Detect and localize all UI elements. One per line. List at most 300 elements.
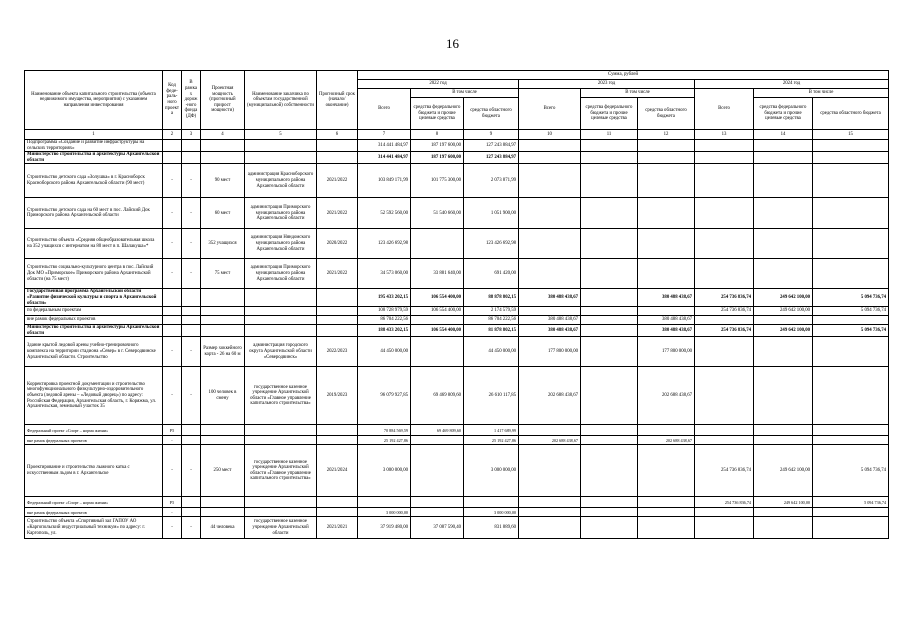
row-amount — [519, 497, 581, 508]
budget-table — [24, 70, 889, 539]
row-attribute: администрация Красноборского муниципального района Архангельской области — [245, 164, 317, 198]
row-attribute — [163, 289, 182, 307]
row-amount — [519, 140, 581, 152]
row-amount: 5 094 736,74 — [813, 307, 889, 316]
row-amount — [519, 517, 581, 539]
row-amount — [519, 198, 581, 229]
row-amount — [638, 307, 695, 316]
row-attribute: 60 мест — [201, 198, 245, 229]
row-attribute — [163, 307, 182, 316]
row-amount — [638, 198, 695, 229]
row-amount — [638, 140, 695, 152]
table-row — [25, 259, 889, 289]
row-attribute: - — [163, 508, 182, 517]
row-amount: 106 554 400,00 — [411, 307, 464, 316]
row-amount — [695, 436, 754, 445]
row-amount — [695, 425, 754, 436]
row-amount: 5 094 736,74 — [813, 497, 889, 508]
row-amount: 254 736 836,74 — [695, 497, 754, 508]
row-attribute: - — [163, 164, 182, 198]
row-attribute — [245, 307, 317, 316]
row-attribute: - — [163, 445, 182, 497]
row-attribute — [201, 307, 245, 316]
row-attribute: 250 мест — [201, 445, 245, 497]
row-amount: 380 488 438,67 — [638, 289, 695, 307]
row-amount — [813, 425, 889, 436]
row-attribute: - — [182, 445, 201, 497]
row-attribute — [182, 325, 201, 337]
row-amount — [754, 316, 813, 325]
row-attribute: 2019/2023 — [317, 367, 358, 425]
row-amount — [754, 259, 813, 289]
row-amount: 380 488 438,67 — [519, 325, 581, 337]
row-amount — [411, 229, 464, 259]
row-amount — [581, 367, 638, 425]
row-amount — [464, 497, 519, 508]
row-attribute: - — [163, 259, 182, 289]
row-label: Федеральный проект «Спорт – норма жизни» — [25, 497, 163, 508]
row-amount: 88 878 802,15 — [464, 289, 519, 307]
row-attribute: администрация Няндомского муниципального района Архангельской области — [245, 229, 317, 259]
row-amount: 380 488 438,67 — [638, 325, 695, 337]
row-amount: 1 051 900,00 — [464, 198, 519, 229]
header-year-2024: 2024 год — [695, 80, 889, 89]
row-amount: 254 736 836,74 — [695, 445, 754, 497]
row-attribute — [317, 316, 358, 325]
row-attribute: 75 мест — [201, 259, 245, 289]
row-attribute — [245, 497, 317, 508]
row-amount — [519, 307, 581, 316]
row-attribute: - — [182, 229, 201, 259]
header-in-that-2024: В том числе — [754, 89, 889, 98]
row-amount: 86 704 222,56 — [464, 316, 519, 325]
column-number: 10 — [519, 130, 581, 140]
row-label: Строительство объекта «Спортивный зал ГАПОУ АО «Каргопольский индустриальный техникум» по адресу: г. Каргополь, ул. — [25, 517, 163, 539]
row-amount: 188 433 202,15 — [358, 325, 411, 337]
row-amount — [754, 164, 813, 198]
row-amount — [519, 164, 581, 198]
row-attribute — [163, 325, 182, 337]
row-amount — [695, 140, 754, 152]
table-row — [25, 497, 889, 508]
table-body — [25, 140, 889, 539]
row-amount: 249 642 100,00 — [754, 307, 813, 316]
row-amount — [813, 164, 889, 198]
row-attribute — [245, 436, 317, 445]
row-attribute — [201, 425, 245, 436]
row-amount — [695, 517, 754, 539]
row-attribute: - — [163, 436, 182, 445]
row-amount: 52 592 560,00 — [358, 198, 411, 229]
row-amount: 33 881 640,00 — [411, 259, 464, 289]
row-attribute — [317, 497, 358, 508]
row-amount: 380 488 438,67 — [638, 316, 695, 325]
row-attribute: - — [182, 337, 201, 367]
header-fed-2023: средства федерального бюджета и прочие целевые средства — [581, 98, 638, 130]
row-amount: 187 197 600,00 — [411, 140, 464, 152]
row-attribute: P5 — [163, 425, 182, 436]
row-attribute — [182, 289, 201, 307]
row-attribute: администрация городского округа Архангельской области «Северодвинск» — [245, 337, 317, 367]
row-amount — [581, 259, 638, 289]
row-attribute: - — [182, 164, 201, 198]
row-label: Строительство объекта «Средняя общеобразовательная школа на 352 учащихся с интернатом на 80 мест в п. Шалакуша»* — [25, 229, 163, 259]
row-amount — [813, 316, 889, 325]
row-amount: 106 554 400,00 — [411, 325, 464, 337]
row-label: Корректировка проектной документации и строительство многофункционального физкультурно-оздоровительного объекта (ледовой арены – «Ледовый дворец») по адресу: Российская Федерация, Архангельская область, г. Коряжма, ул. Архангельская, земельный участок 35 — [25, 367, 163, 425]
row-label: Строительство детского сада «Золушка» в г. Красноборск Красноборского района Архангельской области (90 мест) — [25, 164, 163, 198]
column-number: 4 — [201, 130, 245, 140]
row-attribute — [182, 497, 201, 508]
row-amount — [358, 497, 411, 508]
column-number: 14 — [754, 130, 813, 140]
row-attribute — [245, 152, 317, 164]
row-amount — [581, 198, 638, 229]
row-label: по федеральным проектам — [25, 307, 163, 316]
row-amount — [813, 508, 889, 517]
row-amount — [754, 508, 813, 517]
row-attribute: - — [182, 367, 201, 425]
header-reg-2023: средства областного бюджета — [638, 98, 695, 130]
column-number: 2 — [163, 130, 182, 140]
row-label: Строительство социально-культурного центра в пос. Лайский Док МО «Приморское» Приморского района Архангельской области (на 75 мест) — [25, 259, 163, 289]
row-amount — [581, 316, 638, 325]
row-amount — [411, 316, 464, 325]
row-attribute: - — [163, 337, 182, 367]
row-amount — [813, 229, 889, 259]
row-attribute: 2021/2022 — [317, 259, 358, 289]
row-amount — [638, 425, 695, 436]
row-amount: 3 000 000,00 — [358, 445, 411, 497]
row-amount — [813, 517, 889, 539]
column-number: 8 — [411, 130, 464, 140]
row-amount — [813, 367, 889, 425]
row-amount — [695, 152, 754, 164]
row-label: Государственная программа Архангельской области «Развитие физической культуры и спорта в Архангельской области» — [25, 289, 163, 307]
row-label: вне рамок федеральных проектов — [25, 436, 163, 445]
row-amount: 3 000 000,00 — [464, 445, 519, 497]
row-amount — [638, 229, 695, 259]
table-row — [25, 436, 889, 445]
table-row — [25, 140, 889, 152]
row-amount: 5 094 736,74 — [813, 289, 889, 307]
table-row — [25, 367, 889, 425]
row-amount: 249 642 100,00 — [754, 497, 813, 508]
row-amount — [411, 337, 464, 367]
page-number: 16 — [446, 36, 459, 51]
row-amount — [581, 325, 638, 337]
row-attribute — [201, 497, 245, 508]
row-attribute — [201, 436, 245, 445]
header-fed-2024: средства федерального бюджета и прочие целевые средства — [754, 98, 813, 130]
row-amount: 25 192 427,86 — [358, 436, 411, 445]
table-row — [25, 517, 889, 539]
row-amount: 103 849 171,99 — [358, 164, 411, 198]
row-attribute: 2022/2023 — [317, 337, 358, 367]
column-number: 9 — [464, 130, 519, 140]
row-amount — [754, 229, 813, 259]
column-number: 12 — [638, 130, 695, 140]
table-row — [25, 307, 889, 316]
row-amount: 254 736 836,74 — [695, 325, 754, 337]
row-attribute — [182, 316, 201, 325]
row-amount — [754, 140, 813, 152]
row-amount — [581, 152, 638, 164]
row-amount — [581, 229, 638, 259]
row-attribute — [182, 140, 201, 152]
row-amount: 5 094 736,74 — [813, 445, 889, 497]
row-attribute — [182, 508, 201, 517]
row-amount: 108 728 979,59 — [358, 307, 411, 316]
row-amount: 195 433 202,15 — [358, 289, 411, 307]
header-in-that-2022: В том числе — [411, 89, 519, 98]
row-amount — [581, 337, 638, 367]
row-amount — [695, 508, 754, 517]
row-amount: 69 469 809,60 — [411, 425, 464, 436]
row-amount: 127 243 884,97 — [464, 152, 519, 164]
row-attribute — [245, 140, 317, 152]
row-amount — [581, 445, 638, 497]
row-amount — [581, 164, 638, 198]
row-attribute: P5 — [163, 497, 182, 508]
row-attribute — [163, 152, 182, 164]
row-amount: 249 642 100,00 — [754, 445, 813, 497]
row-amount: 69 469 809,60 — [411, 367, 464, 425]
row-amount — [695, 337, 754, 367]
row-attribute — [201, 508, 245, 517]
row-label: Здание крытой ледовой арены учебно-тренировочного комплекса на территории стадиона «Север» в г. Северодвинске Архангельской области. Строительство — [25, 337, 163, 367]
row-attribute: администрация Приморского муниципального района Архангельской области — [245, 198, 317, 229]
row-label: вне рамок федеральных проектов — [25, 316, 163, 325]
row-amount: 51 540 660,00 — [411, 198, 464, 229]
row-attribute — [245, 508, 317, 517]
row-attribute — [317, 436, 358, 445]
row-attribute — [245, 325, 317, 337]
row-amount — [754, 152, 813, 164]
row-attribute: - — [163, 517, 182, 539]
header-road-fund: В рамках дорож-ного фонда (ДФ) — [182, 71, 201, 130]
row-attribute — [245, 289, 317, 307]
row-attribute: - — [182, 198, 201, 229]
header-sum: Сумма, рублей — [358, 71, 889, 80]
row-amount: 123 426 692,98 — [464, 229, 519, 259]
row-amount — [638, 164, 695, 198]
row-amount — [581, 425, 638, 436]
row-attribute: 2021/2024 — [317, 445, 358, 497]
row-amount — [695, 229, 754, 259]
header-fed-2022: средства федерального бюджета и прочие целевые средства — [411, 98, 464, 130]
row-amount — [581, 436, 638, 445]
table-row — [25, 164, 889, 198]
row-amount: 106 554 400,00 — [411, 289, 464, 307]
row-attribute — [163, 316, 182, 325]
table-row — [25, 445, 889, 497]
row-amount — [581, 508, 638, 517]
row-amount — [638, 508, 695, 517]
row-amount: 177 800 000,00 — [638, 337, 695, 367]
column-number: 5 — [245, 130, 317, 140]
row-amount — [754, 425, 813, 436]
row-attribute — [201, 316, 245, 325]
row-attribute — [317, 425, 358, 436]
row-amount — [638, 517, 695, 539]
row-amount: 691 420,00 — [464, 259, 519, 289]
header-in-that-2023: В том числе — [581, 89, 695, 98]
row-amount — [411, 497, 464, 508]
row-attribute: 352 учащихся — [201, 229, 245, 259]
row-amount: 101 775 300,00 — [411, 164, 464, 198]
row-attribute: - — [182, 517, 201, 539]
table-row — [25, 337, 889, 367]
row-attribute: государственное казенное учреждение Архангельской области «Главное управление капитального строительства» — [245, 445, 317, 497]
table-row — [25, 152, 889, 164]
row-attribute — [182, 307, 201, 316]
row-label: вне рамок федеральных проектов — [25, 508, 163, 517]
row-amount — [519, 152, 581, 164]
row-amount: 380 488 438,67 — [519, 316, 581, 325]
row-amount: 34 573 060,00 — [358, 259, 411, 289]
row-amount — [754, 436, 813, 445]
row-amount — [581, 497, 638, 508]
row-amount — [813, 152, 889, 164]
row-amount: 37 087 590,40 — [411, 517, 464, 539]
row-amount — [754, 337, 813, 367]
header-year-2022: 2022 год — [358, 80, 519, 89]
header-total-2022: Всего — [358, 89, 411, 130]
row-amount: 177 800 000,00 — [519, 337, 581, 367]
row-attribute: 2021/2022 — [317, 198, 358, 229]
header-reg-2022: средства областного бюджета — [464, 98, 519, 130]
table-row — [25, 325, 889, 337]
row-attribute: 44 человека — [201, 517, 245, 539]
row-label: Проектирование и строительство лыжного катка с искусственным льдом в г. Архангельске — [25, 445, 163, 497]
row-amount: 1 417 689,99 — [464, 425, 519, 436]
row-attribute: - — [163, 367, 182, 425]
row-attribute — [182, 152, 201, 164]
table-row — [25, 316, 889, 325]
row-amount: 2 073 871,99 — [464, 164, 519, 198]
row-attribute — [201, 289, 245, 307]
row-amount — [519, 445, 581, 497]
row-amount: 202 688 438,67 — [519, 436, 581, 445]
row-amount — [695, 198, 754, 229]
row-label: Подпрограмма «Создание и развитие инфраструктуры на сельских территориях» — [25, 140, 163, 152]
header-federal-project-code: Код феде-раль-ного проекта — [163, 71, 182, 130]
column-number: 3 — [182, 130, 201, 140]
row-amount — [638, 445, 695, 497]
row-amount: 81 878 802,15 — [464, 325, 519, 337]
row-amount: 25 192 427,86 — [464, 436, 519, 445]
row-amount — [695, 259, 754, 289]
header-object-name: Наименование объекта капитального строительства (объекта недвижимого имущества, мероприятия) с указанием направления инвестирования — [25, 71, 163, 130]
row-amount — [581, 307, 638, 316]
row-amount — [519, 259, 581, 289]
row-amount — [581, 517, 638, 539]
row-amount — [411, 436, 464, 445]
row-amount — [695, 367, 754, 425]
row-attribute: Размер хоккейного корта - 26 на 60 м — [201, 337, 245, 367]
row-amount: 249 642 100,00 — [754, 325, 813, 337]
row-amount: 249 642 100,00 — [754, 289, 813, 307]
row-attribute: 2021/2022 — [317, 164, 358, 198]
row-amount — [581, 140, 638, 152]
row-attribute: администрация Приморского муниципального района Архангельской области — [245, 259, 317, 289]
row-amount — [695, 164, 754, 198]
header-total-2024: Всего — [695, 89, 754, 130]
row-amount: 2 174 579,59 — [464, 307, 519, 316]
row-amount: 3 000 000,00 — [464, 508, 519, 517]
row-amount: 70 884 569,59 — [358, 425, 411, 436]
row-attribute: 100 человек в смену — [201, 367, 245, 425]
row-amount: 202 688 438,67 — [638, 436, 695, 445]
row-amount: 314 441 484,97 — [358, 140, 411, 152]
row-attribute — [245, 316, 317, 325]
row-amount — [754, 517, 813, 539]
row-amount: 37 919 480,00 — [358, 517, 411, 539]
row-amount: 380 488 438,67 — [519, 289, 581, 307]
row-amount — [638, 497, 695, 508]
row-attribute: - — [182, 259, 201, 289]
row-amount — [581, 289, 638, 307]
header-reg-2024: средства областного бюджета — [813, 98, 889, 130]
row-attribute — [182, 436, 201, 445]
header-term: Прогнозный срок (начало/окончание) — [317, 71, 358, 130]
row-label: Министерство строительства и архитектуры Архангельской области — [25, 152, 163, 164]
header-total-2023: Всего — [519, 89, 581, 130]
table-row — [25, 425, 889, 436]
row-amount: 187 197 600,00 — [411, 152, 464, 164]
row-label: Министерство строительства и архитектуры Архангельской области — [25, 325, 163, 337]
row-attribute: - — [163, 229, 182, 259]
row-amount — [813, 259, 889, 289]
row-amount: 831 889,60 — [464, 517, 519, 539]
row-attribute — [317, 508, 358, 517]
header-year-2023: 2023 год — [519, 80, 695, 89]
header-customer: Наименование заказчика по объектам государственной (муниципальной) собственности — [245, 71, 317, 130]
row-attribute — [317, 140, 358, 152]
row-amount: 86 704 222,56 — [358, 316, 411, 325]
table-row — [25, 289, 889, 307]
row-amount — [519, 425, 581, 436]
row-amount: 202 688 438,67 — [638, 367, 695, 425]
row-amount: 127 243 884,97 — [464, 140, 519, 152]
column-number: 6 — [317, 130, 358, 140]
row-amount: 96 079 927,85 — [358, 367, 411, 425]
row-attribute — [245, 425, 317, 436]
row-attribute — [317, 152, 358, 164]
row-attribute: государственное казенное учреждение Архангельской области — [245, 517, 317, 539]
row-attribute — [182, 425, 201, 436]
row-amount: 254 736 836,74 — [695, 289, 754, 307]
row-amount — [813, 198, 889, 229]
row-attribute: 2021/2021 — [317, 517, 358, 539]
row-attribute: государственное казенное учреждение Архангельской области «Главное управление капитального строительства» — [245, 367, 317, 425]
row-attribute: - — [163, 198, 182, 229]
row-amount — [754, 198, 813, 229]
row-amount — [638, 259, 695, 289]
row-attribute: 90 мест — [201, 164, 245, 198]
header-capacity: Проектная мощность (прогнозный прирост мощности) — [201, 71, 245, 130]
table-row — [25, 198, 889, 229]
row-amount: 44 450 000,00 — [358, 337, 411, 367]
row-attribute — [201, 140, 245, 152]
row-attribute — [201, 152, 245, 164]
row-amount — [411, 445, 464, 497]
row-attribute — [317, 325, 358, 337]
row-amount — [519, 508, 581, 517]
row-amount — [411, 508, 464, 517]
column-number: 13 — [695, 130, 754, 140]
